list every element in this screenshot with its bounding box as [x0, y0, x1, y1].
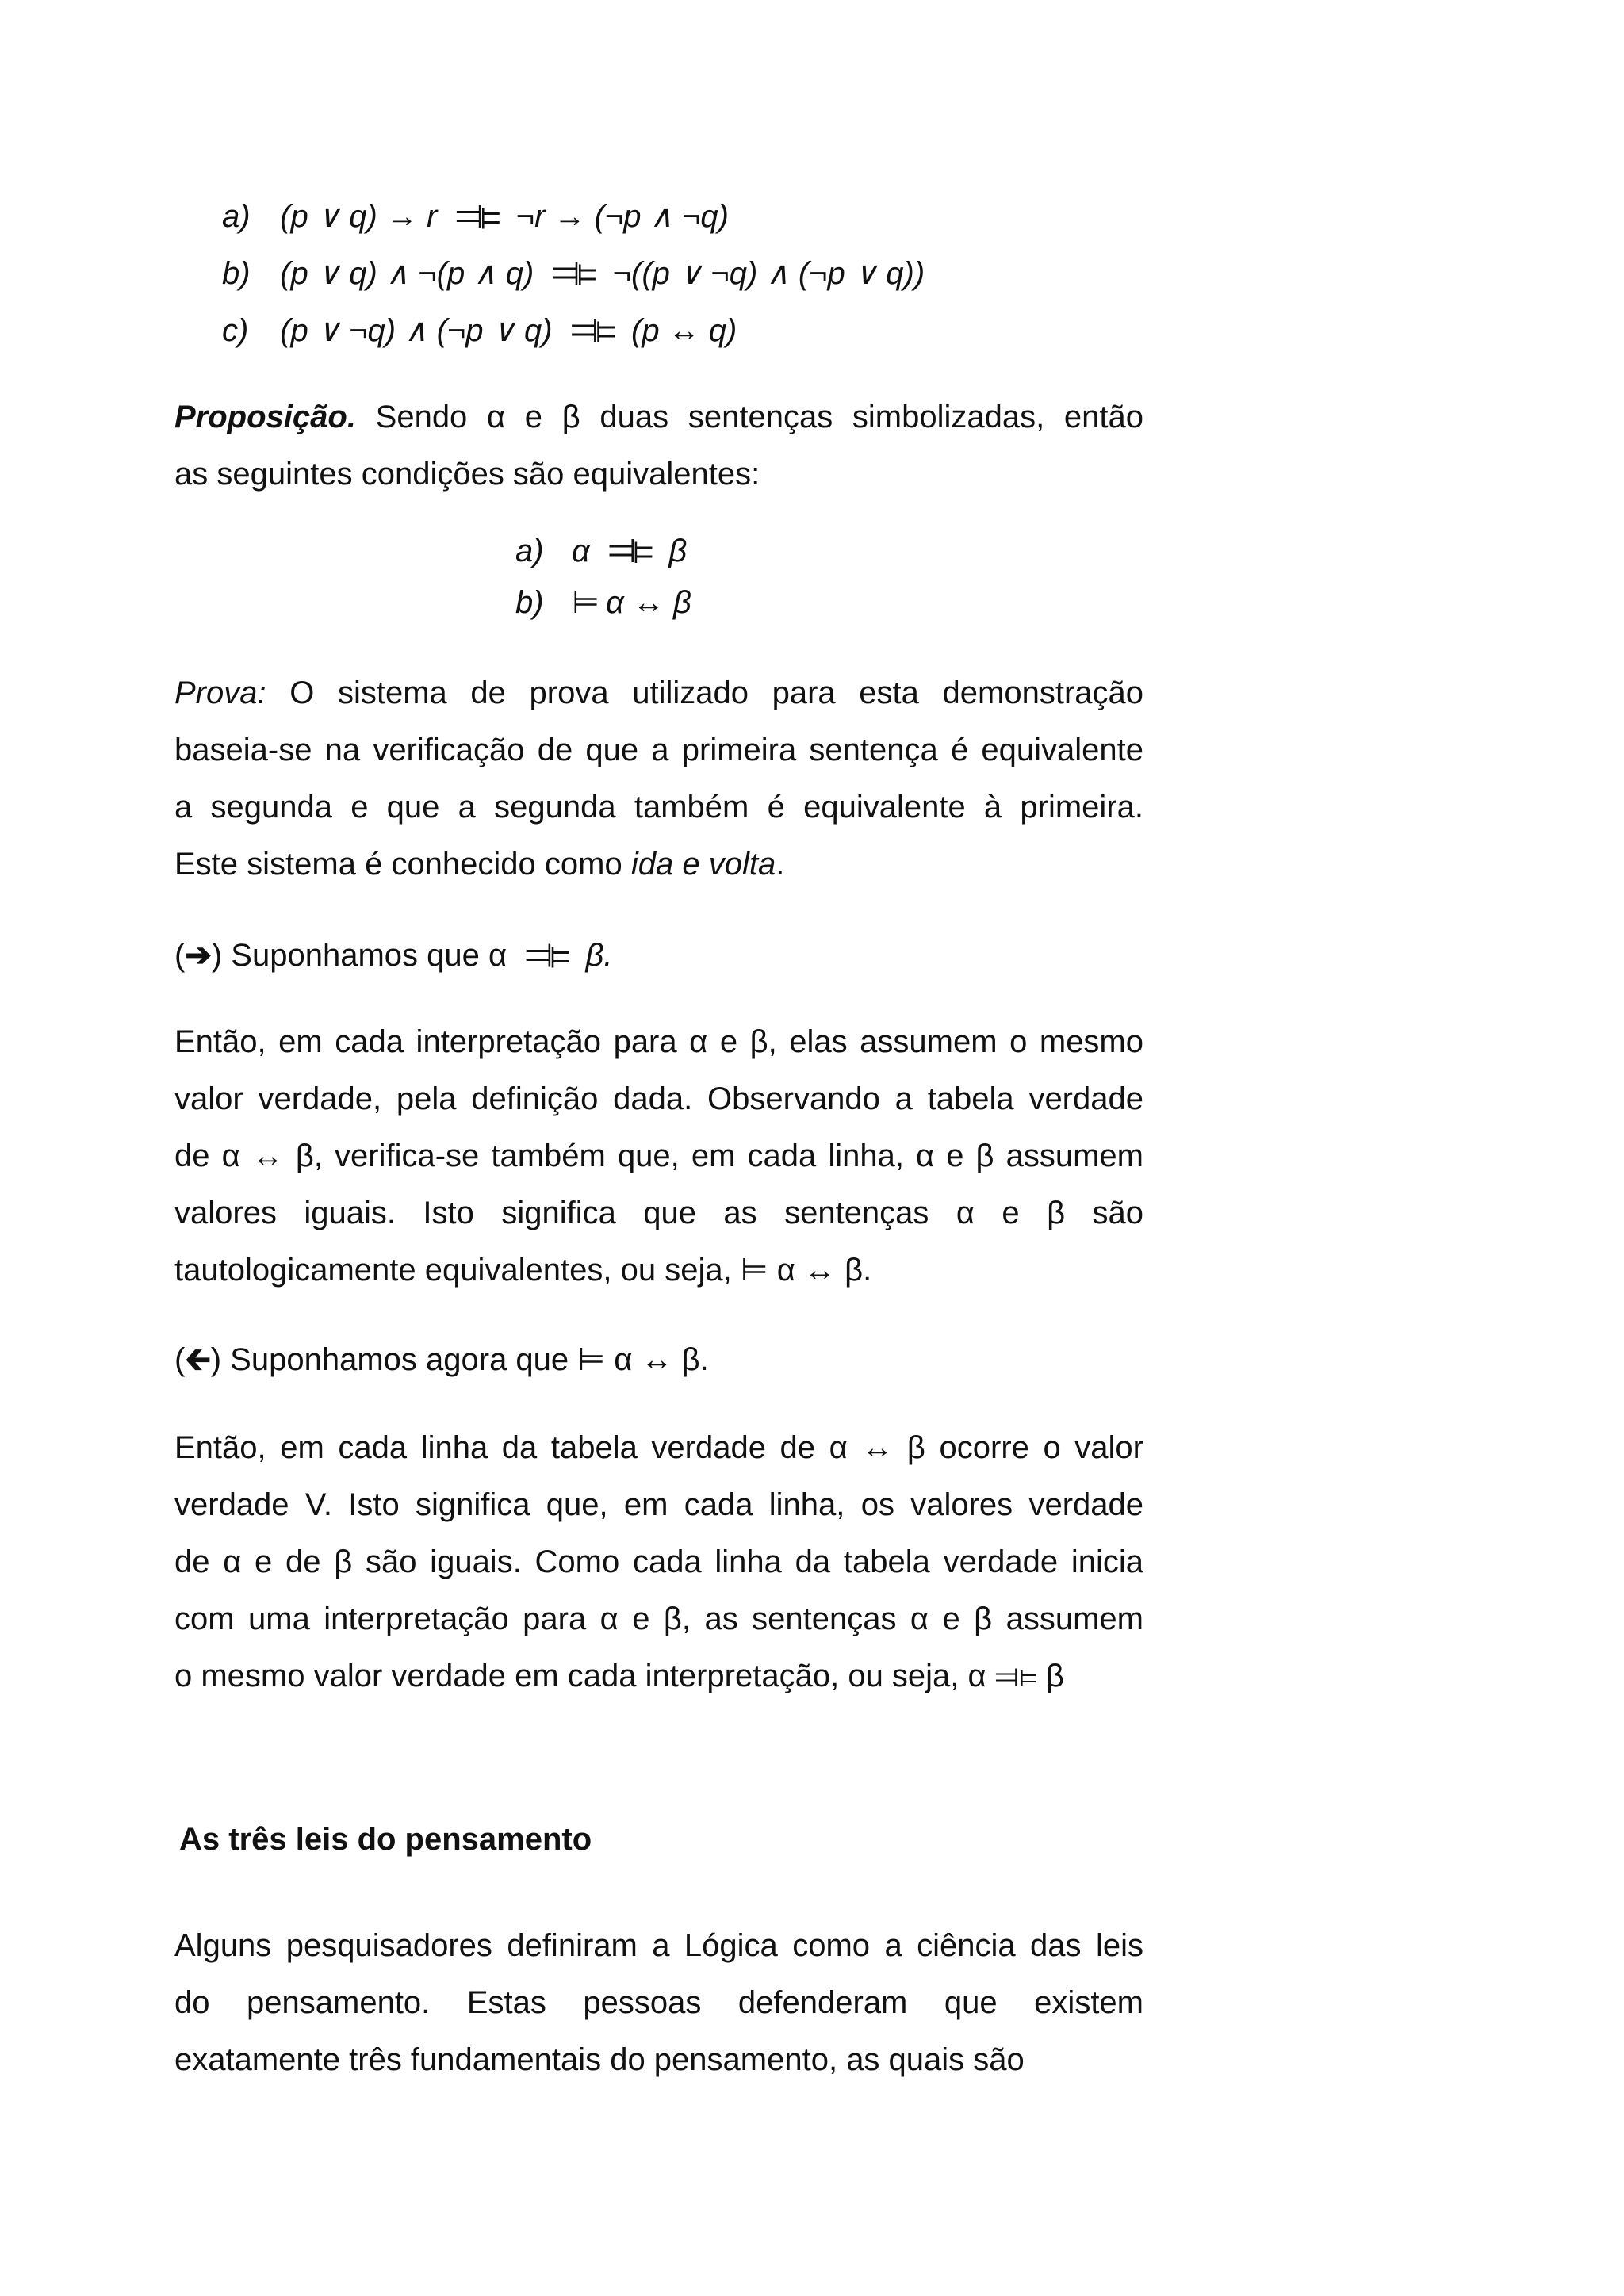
proof-line: Prova: O sistema de prova utilizado para esta demonstração: [174, 675, 1143, 710]
exercise-a: [222, 189, 729, 238]
exercise-left: (p ∨ q) ∧ ¬(p ∧ q): [280, 256, 534, 291]
condition-b: [515, 584, 691, 621]
equivalence-symbol: ⫤⊨: [525, 928, 568, 977]
proposition-line: [174, 388, 1143, 446]
exercise-label: b): [222, 256, 251, 291]
forward-line: valores iguais. Isto significa que as sentenças α e β são: [174, 1196, 1143, 1230]
backward-direction: (🡰) Suponhamos agora que ⊨ α ↔ β.: [174, 1342, 709, 1377]
proposition-title: Proposição.: [174, 400, 356, 434]
proof-paragraph: [174, 664, 1143, 893]
exercise-right: ¬r → (¬p ∧ ¬q): [515, 199, 729, 234]
equivalence-symbol: ⫤⊨: [455, 189, 498, 238]
forward-paragraph: [174, 1013, 1143, 1299]
forward-line: Então, em cada interpretação para α e β, elas assumem o mesmo: [174, 1024, 1143, 1059]
equivalence-symbol: ⫤⊨: [608, 524, 651, 572]
forward-line: de α ↔ β, verifica-se também que, em cada linha, α e β assumem: [174, 1138, 1143, 1173]
left-arrow-icon: 🡰: [185, 1342, 211, 1377]
laws-line: Alguns pesquisadores definiram a Lógica como a ciência das leis: [174, 1928, 1143, 1963]
backward-line: Então, em cada linha da tabela verdade de α ↔ β ocorre o valor: [174, 1430, 1143, 1465]
exercise-right: ¬((p ∨ ¬q) ∧ (¬p ∨ q)): [612, 256, 925, 291]
backward-text: Suponhamos agora que ⊨ α ↔ β.: [221, 1342, 709, 1377]
proof-line: baseia-se na verificação de que a primeira sentença é equivalente: [174, 733, 1143, 767]
proof-line: Este sistema é conhecido como ida e volta.: [174, 847, 785, 882]
proposition-line: as seguintes condições são equivalentes:: [174, 457, 760, 492]
condition-formula: α ↔ β: [605, 585, 691, 620]
proof-line: a segunda e que a segunda também é equivalente à primeira.: [174, 790, 1143, 825]
condition-a: [515, 524, 688, 572]
condition-alpha: α: [572, 534, 590, 568]
backward-line: de α e de β são iguais. Como cada linha da tabela verdade inicia: [174, 1544, 1143, 1579]
proposition-text: Sendo α e β duas sentenças simbolizadas, então: [355, 400, 1143, 434]
exercise-label: c): [222, 313, 249, 348]
backward-line: o mesmo valor verdade em cada interpretação, ou seja, α ⫤⊨ β: [174, 1659, 1065, 1693]
forward-beta: β.: [576, 938, 613, 973]
laws-paragraph: [174, 1917, 1143, 2088]
exercise-label: a): [222, 199, 251, 234]
exercise-c: [222, 304, 737, 352]
condition-label: b): [515, 585, 544, 620]
backward-line: com uma interpretação para α e β, as sentenças α e β assumem: [174, 1601, 1143, 1636]
exercise-b: [222, 247, 925, 295]
equivalence-symbol: ⫤⊨: [552, 247, 595, 295]
condition-beta: β: [668, 534, 688, 568]
exercise-left: (p ∨ ¬q) ∧ (¬p ∨ q): [280, 313, 553, 348]
exercise-right: (p ↔ q): [631, 313, 737, 348]
forward-line: tautologicamente equivalentes, ou seja, ⊨ α ↔ β.: [174, 1253, 872, 1288]
emphasis-text: ida e volta: [630, 847, 776, 882]
proposition-paragraph: [174, 388, 1143, 503]
backward-line: verdade V. Isto significa que, em cada linha, os valores verdade: [174, 1487, 1143, 1522]
laws-line: do pensamento. Estas pessoas defenderam que existem: [174, 1985, 1143, 2020]
equivalence-symbol: ⫤⊨: [570, 304, 613, 352]
tautology-symbol: ⊨: [572, 585, 599, 620]
laws-line: exatamente três fundamentais do pensamento, as quais são: [174, 2042, 1025, 2077]
exercise-left: (p ∨ q) → r: [280, 199, 438, 234]
section-heading: As três leis do pensamento: [179, 1822, 592, 1857]
backward-paragraph: [174, 1419, 1143, 1705]
forward-line: valor verdade, pela definição dada. Observando a tabela verdade: [174, 1081, 1143, 1116]
forward-text: Suponhamos que α: [222, 938, 516, 973]
forward-direction: (➔) Suponhamos que α ⫤⊨ β.: [174, 932, 612, 976]
proof-title: Prova:: [174, 675, 266, 710]
right-arrow-icon: ➔: [185, 938, 212, 973]
condition-label: a): [515, 534, 544, 568]
